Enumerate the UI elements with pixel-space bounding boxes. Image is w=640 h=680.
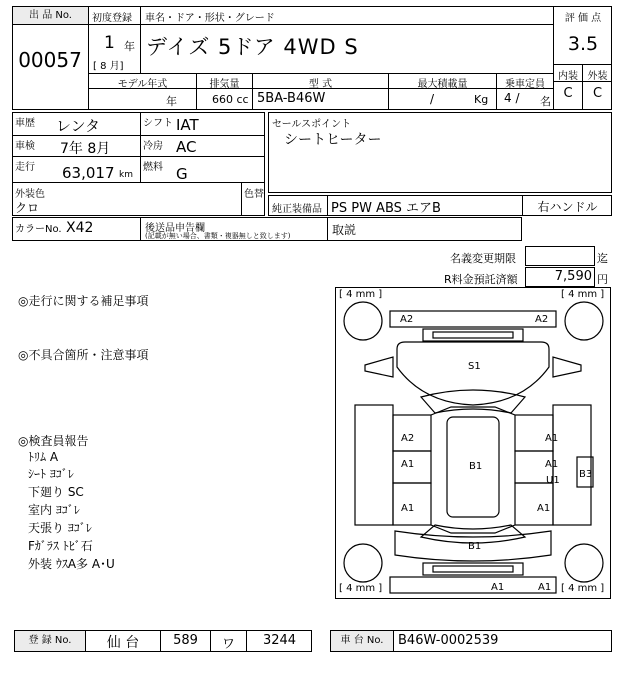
color-no-value: X42 — [66, 220, 94, 236]
defects-notes-label: ◎不具合箇所・注意事項 — [18, 348, 149, 362]
mileage-label: 走行 — [15, 162, 35, 173]
exterior-label: 外装 — [587, 71, 608, 82]
damage-mark: A1 — [538, 582, 552, 593]
later-docs-value: 取説 — [332, 223, 357, 237]
interior-label: 内装 — [558, 71, 578, 82]
sales-point-label: セールスポイント — [272, 119, 352, 130]
shift-value: IAT — [176, 116, 199, 134]
inspector-report-label: ◎検査員報告 — [18, 434, 89, 448]
capacity-unit: 名 — [540, 95, 551, 108]
ext-color-label: 外装色 — [15, 189, 45, 200]
driving-notes-label: ◎走行に関する補足事項 — [18, 294, 149, 308]
model-code: 5BA-B46W — [257, 91, 326, 106]
damage-mark: A1 — [545, 433, 559, 444]
name-change-box — [525, 246, 595, 266]
recycle-value: 7,590 — [554, 269, 592, 284]
car-damage-diagram — [335, 287, 611, 599]
inspection-label: 車検 — [15, 141, 35, 152]
mileage-unit: km — [119, 170, 133, 180]
chassis-no-label: 車 台 No. — [331, 631, 393, 651]
displacement-value: 660 cc — [212, 93, 249, 106]
recycle-unit: 円 — [597, 273, 608, 286]
inspector-line: 室内 ﾖｺﾞﾚ — [28, 503, 80, 517]
tire-label: [ 4 mm ] — [561, 583, 605, 594]
registration-year: 1 — [104, 33, 115, 53]
capacity-value: 4 / — [504, 91, 520, 105]
damage-mark: A1 — [401, 459, 415, 470]
lot-no-label: 出 品 No. — [13, 7, 88, 24]
equipment-value: PS PW ABS エアB — [331, 201, 441, 216]
damage-mark: A2 — [401, 433, 415, 444]
tire-label: [ 4 mm ] — [339, 289, 383, 300]
max-load-unit: Kg — [474, 93, 489, 106]
history-label: 車歴 — [15, 118, 35, 129]
fuel-label: 燃料 — [143, 162, 163, 173]
model-year-label: モデル年式 — [117, 79, 168, 90]
registration-month: [ 8 月] — [93, 61, 124, 72]
registration-year-unit: 年 — [124, 40, 135, 53]
reg-region: 仙 台 — [106, 635, 140, 651]
car-name: デイズ 5ドア 4WD S — [146, 35, 359, 59]
displacement-label: 排気量 — [209, 79, 240, 90]
inspector-line: 外装 ｳｽA多 A･U — [28, 557, 115, 571]
color-no-label: カラーNo. — [15, 224, 62, 235]
damage-mark: A2 — [535, 314, 549, 325]
damage-mark: A1 — [537, 503, 551, 514]
later-docs-note: (記載が無い場合、書類・複器無しと致します) — [145, 232, 291, 240]
inspector-line: 天張り ﾖｺﾞﾚ — [28, 521, 92, 535]
interior-grade: C — [563, 86, 573, 101]
tire-label: [ 4 mm ] — [561, 289, 605, 300]
max-load-label: 最大積載量 — [417, 79, 468, 90]
fuel-value: G — [176, 165, 188, 183]
damage-mark: U1 — [546, 475, 560, 486]
damage-mark: A2 — [400, 314, 414, 325]
damage-mark: A1 — [545, 459, 559, 470]
damage-mark: B1 — [469, 461, 483, 472]
sales-point-value: シートヒーター — [284, 132, 382, 148]
model-code-label: 型 式 — [308, 79, 333, 90]
recycle-label: R料金預託済額 — [444, 273, 518, 286]
damage-mark: A1 — [401, 503, 415, 514]
tire-label: [ 4 mm ] — [339, 583, 383, 594]
damage-mark: B3 — [579, 469, 593, 480]
model-year-unit: 年 — [166, 95, 177, 108]
name-change-unit: 迄 — [597, 252, 608, 265]
chassis-no: B46W-0002539 — [398, 633, 499, 648]
car-name-label: 車名・ドア・形状・グレード — [145, 13, 275, 24]
ac-value: AC — [176, 138, 197, 156]
inspection-value: 7年 8月 — [60, 141, 111, 157]
equipment-label: 純正装備品 — [272, 204, 322, 215]
later-docs-label: 後送品申告欄 — [145, 223, 205, 234]
damage-mark: S1 — [468, 361, 481, 372]
color-change-label: 色替 — [244, 189, 264, 200]
damage-mark: A1 — [491, 582, 505, 593]
first-registration-label: 初度登録 — [92, 13, 132, 24]
history-value: レンタ — [56, 117, 101, 135]
reg-class: 589 — [173, 633, 198, 648]
reg-number: 3244 — [262, 633, 297, 648]
steering-value: 右ハンドル — [537, 200, 598, 214]
inspector-line: ﾄﾘﾑ A — [28, 450, 59, 464]
inspector-line: ｼｰﾄ ﾖｺﾞﾚ — [28, 467, 74, 481]
lot-no: 00057 — [18, 48, 82, 72]
specs-left-block — [12, 112, 265, 216]
score-value: 3.5 — [567, 33, 599, 55]
mileage-value: 63,017 — [62, 164, 115, 182]
ac-label: 冷房 — [143, 141, 163, 152]
ext-color-value: クロ — [15, 201, 40, 215]
inspector-line: 下廻り SC — [28, 485, 84, 499]
capacity-label: 乗車定員 — [505, 79, 545, 90]
max-load-slash: / — [430, 92, 435, 106]
inspector-line: Fｶﾞﾗｽ ﾄﾋﾞ石 — [28, 539, 93, 553]
reg-kana: ワ — [221, 637, 235, 652]
name-change-label: 名義変更期限 — [450, 252, 516, 265]
exterior-grade: C — [592, 86, 603, 101]
score-label: 評 価 点 — [564, 13, 602, 24]
damage-mark: B1 — [468, 541, 482, 552]
reg-no-label: 登 録 No. — [15, 631, 85, 651]
shift-label: シフト — [143, 118, 173, 129]
